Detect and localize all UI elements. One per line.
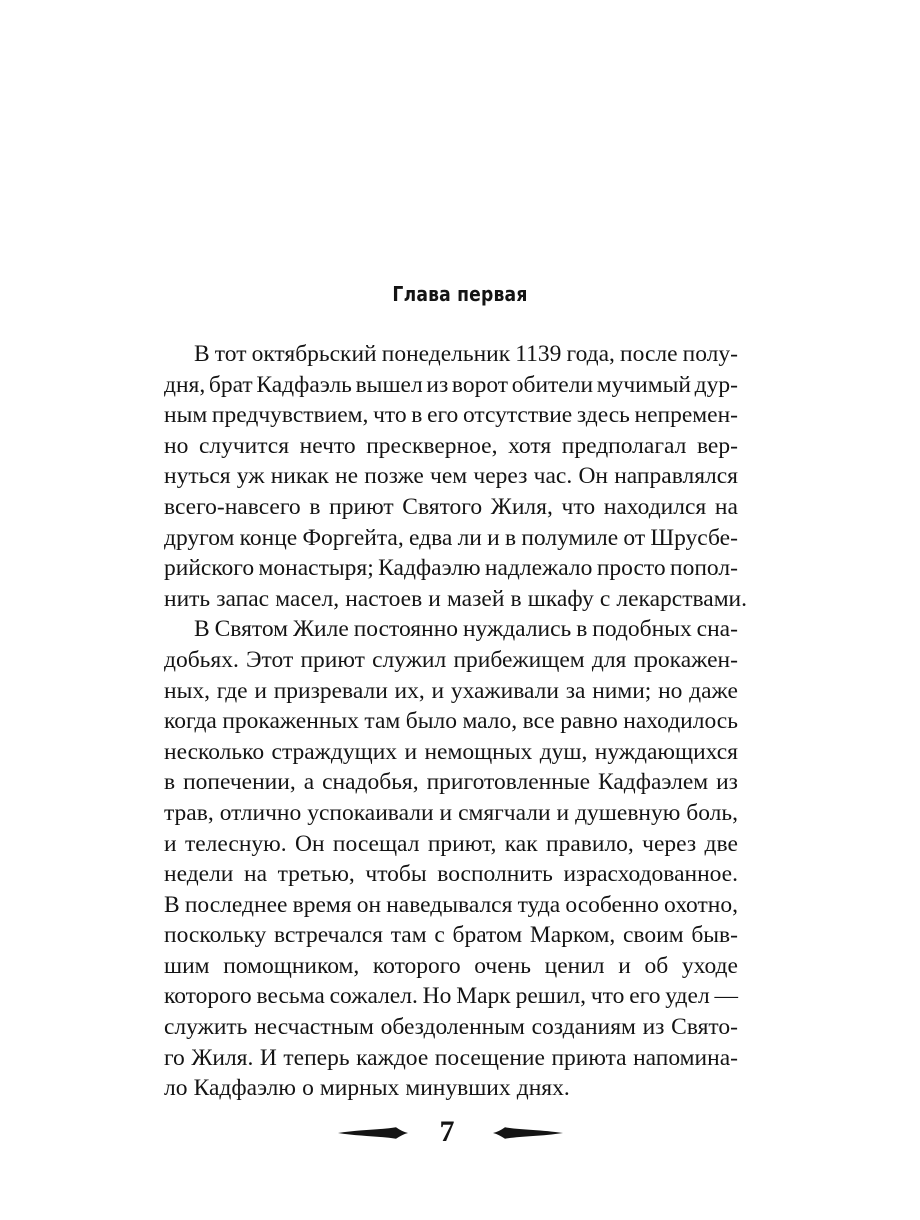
text-line: ло Кадфаэлю о мирных минувших днях.	[164, 1075, 570, 1102]
text-line: шим помощником, которого очень ценил и об уходе	[164, 952, 738, 979]
text-line: но случится нечто прескверное, хотя предполагал вер-	[164, 432, 738, 459]
text-line: го Жиля. И теперь каждое посещение приюта напомина-	[164, 1044, 738, 1071]
text-line: рийского монастыря; Кадфаэлю надлежало просто попол-	[164, 555, 738, 582]
arrow-ornament-right-icon	[493, 1125, 563, 1141]
text-line: в попечении, а снадобья, приготовленные Кадфаэлем из	[164, 769, 738, 796]
text-line: недели на третью, чтобы восполнить израсходованное.	[164, 861, 738, 888]
text-line: всего-навсего в приют Святого Жиля, что находился на	[164, 493, 738, 520]
text-line: трав, отлично успокаивали и смягчали и душевную боль,	[164, 799, 738, 826]
text-line: нуться уж никак не позже чем через час. Он направлялся	[164, 463, 738, 490]
text-line: В тот октябрьский понедельник 1139 года, после полу-	[194, 341, 738, 367]
text-line: нить запас масел, настоев и мазей в шкафу с лекарствами.	[164, 585, 748, 612]
page-footer	[0, 1117, 920, 1151]
text-line: которого весьма сожалел. Но Марк решил, что его удел —	[164, 983, 738, 1010]
text-line: В последнее время он наведывался туда особенно охотно,	[164, 891, 738, 918]
arrow-ornament-left-icon	[338, 1125, 408, 1141]
text-line: В Святом Жиле постоянно нуждались в подобных сна-	[194, 616, 738, 643]
page-number: 7	[439, 1115, 455, 1148]
text-line: ным предчувствием, что в его отсутствие здесь непремен-	[164, 402, 738, 429]
text-line: служить несчастным обездоленным созданиям из Свято-	[164, 1014, 738, 1041]
chapter-title: Глава первая	[392, 282, 528, 306]
text-line: дня, брат Кадфаэль вышел из ворот обители мучимый дур-	[164, 371, 738, 398]
text-line: другом конце Форгейта, едва ли и в полумиле от Шрусбе-	[164, 524, 738, 551]
text-line: добьях. Этот приют служил прибежищем для прокажен-	[164, 646, 738, 673]
text-line: и телесную. Он посещал приют, как правило, через две	[164, 830, 738, 857]
text-line: несколько страждущих и немощных душ, нуждающихся	[164, 738, 738, 765]
text-line: когда прокаженных там было мало, все равно находилось	[164, 708, 738, 735]
body-text	[164, 339, 748, 1104]
text-line: поскольку встречался там с братом Марком, своим быв-	[164, 922, 738, 949]
text-line: ных, где и призревали их, и ухаживали за ними; но даже	[164, 677, 738, 704]
